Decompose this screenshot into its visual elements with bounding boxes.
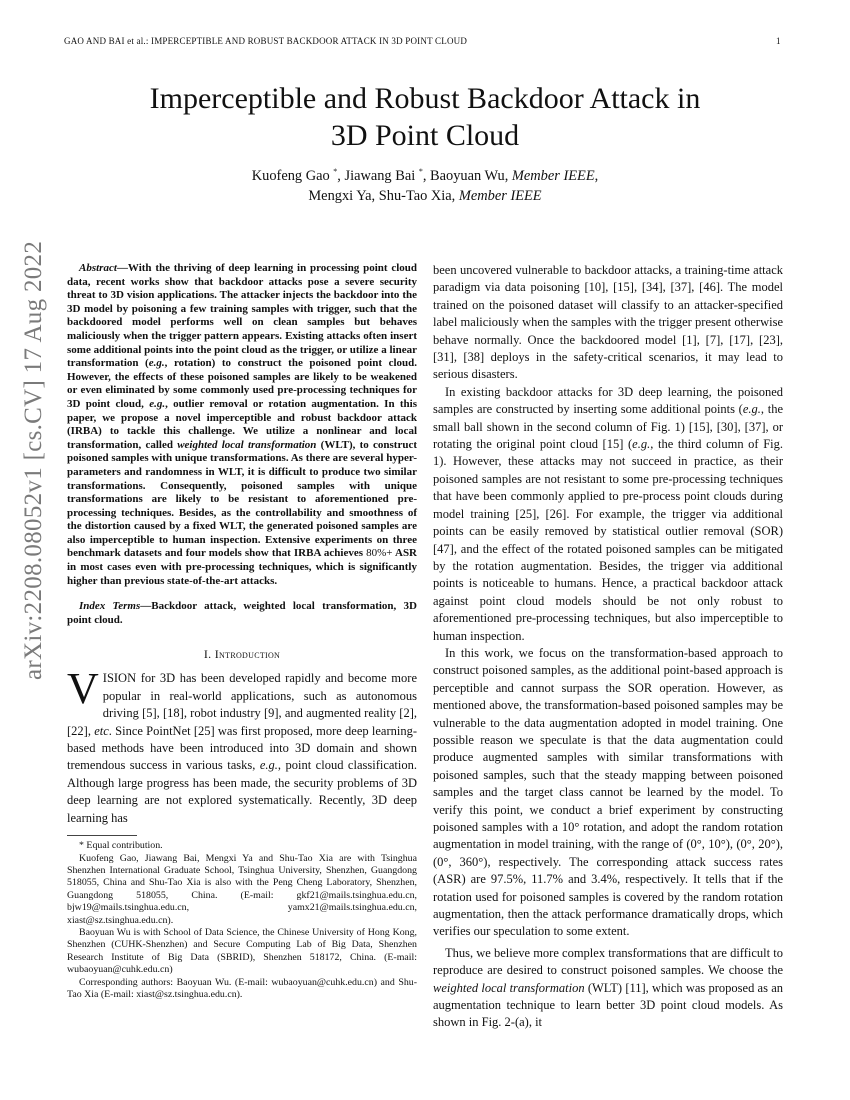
right-paragraph-2: In this work, we focus on the transformation-based approach to construct poisoned samples, as the additional point-based approach is perceptible and cannot surpass the SOR operation. However, as mentioned above, the transformation-based poisoned samples may be vulnerable to the data augmentation adopted in model training. One possible reason we speculate is that the data augmentation could produce augmented samples with similar transformations with poisoned samples, such that the steady mapping between poisoned samples and the target class cannot be learned by the model. To verify this point, we conduct a brief experiment by constructing poisoned samples with a 10° rotation, and adopt the random rotation augmentation in model training, with the range of (0°, 10°), (0°, 20°), (0°, 360°), respectively. The corresponding attack success rates (ASR) are 97.5%, 11.7% and 3.4%, respectively. It tells that if the rotation used for poisoned samples is covered by the random rotation augmentation, then the attack performance dramatically drops, which verifies our speculation to some extent. — [433, 645, 784, 939]
author-line-2: Mengxi Ya, Shu-Tao Xia, Member IEEE — [308, 188, 542, 204]
section-heading-introduction: I. Introduction — [203, 647, 281, 662]
paper-title — [70, 80, 780, 154]
index-terms: Index Terms—Backdoor attack, weighted local transformation, 3D point cloud. — [67, 600, 417, 626]
footnote-equal-contribution: * Equal contribution. — [79, 840, 163, 852]
right-paragraph-1: In existing backdoor attacks for 3D deep learning, the poisoned samples are constructed by inserting some additional points (e.g., the small ball shown in the second column of Fig. 1) [15], [30], [37], or rotating the original point cloud [15] (e.g., the third column of Fig. 1). However, these attacks may not succeed in practice, as their poisoned samples are not resistant to some pre-processing techniques that have been commonly applied to pre-process point clouds during model training [25], [26]. For example, the trigger via additional points can be easily removed by statistical outlier removal (SOR) [47], and the effect of the rotated poisoned samples can be mitigated by the rotation augmentation. Besides, the trigger via additional points is noticeable to humans. Hence, a practical backdoor attack against point cloud models should be not only robust to aforementioned pre-processing techniques, but also imperceptible to human inspection. — [433, 384, 784, 643]
drop-cap: V — [67, 664, 99, 714]
arxiv-stamp: arXiv:2208.08052v1 [cs.CV] 17 Aug 2022 — [20, 240, 47, 680]
right-paragraph-0: been uncovered vulnerable to backdoor attacks, a training-time attack paradigm via data poisoning [10], [15], [34], [37], [46]. The model trained on the poisoned dataset will classify to an attacker-specified label maliciously when the samples with the trigger present otherwise behave normally. Once the backdoored model [1], [7], [17], [23], [31], [38] deploys in the safety-critical scenarios, it may lead to serious disasters. — [433, 263, 783, 382]
footnote-affiliation-1: Kuofeng Gao, Jiawang Bai, Mengxi Ya and Shu-Tao Xia are with Tsinghua Shenzhen International Graduate School, Tsinghua University, Shenzhen, Guangdong 518055, China and Shu-Tao Xia is also with the Peng Cheng Laboratory, Shenzhen, Guangdong 518055, China. (E-mail: gkf21@mails.tsinghua.edu.cn, bjw19@mails.tsinghua.edu.cn, yamx21@mails.tsinghua.edu.cn, xiast@sz.tsinghua.edu.cn). — [67, 852, 417, 926]
footnotes — [67, 840, 417, 1001]
author-list — [100, 162, 750, 206]
right-column — [433, 262, 783, 1032]
left-column — [67, 262, 417, 1001]
running-head: GAO AND BAI et al.: IMPERCEPTIBLE AND ROBUST BACKDOOR ATTACK IN 3D POINT CLOUD — [64, 36, 468, 46]
abstract: Abstract—With the thriving of deep learning in processing point cloud data, recent works show that backdoor attacks pose a severe security threat to 3D vision applications. The attacker injects the backdoor into the 3D model by poisoning a few training samples with trigger, such that the backdoored model performs well on clean samples but behaves maliciously when the trigger pattern appears. Existing attacks often insert some additional points into the point cloud as the trigger, or utilize a linear transformation (e.g., rotation) to construct the poisoned point cloud. However, the effects of these poisoned samples are likely to be weakened or even eliminated by some commonly used pre-processing techniques for 3D point cloud, e.g., outlier removal or rotation augmentation. In this paper, we propose a novel imperceptible and robust backdoor attack (IRBA) to tackle this challenge. We utilize a nonlinear and local transformation, called weighted local transformation (WLT), to construct poisoned samples with unique transformations. As there are several hyper-parameters and randomness in WLT, it is difficult to produce two similar transformations. Consequently, poisoned samples with unique transformations are likely to be resistant to aforementioned pre-processing techniques. Besides, as the controllability and smoothness of the distortion caused by a fixed WLT, the generated poisoned samples are also imperceptible to human inspection. Extensive experiments on three benchmark datasets and four models show that IRBA achieves 80%+ ASR in most cases even with pre-processing techniques, which is significantly higher than previous state-of-the-art attacks. — [67, 262, 418, 587]
title-line-2: 3D Point Cloud — [330, 119, 520, 152]
author-line-1: Kuofeng Gao *, Jiawang Bai *, Baoyuan Wu, Member IEEE, — [251, 167, 599, 184]
footnote-rule — [67, 835, 137, 836]
footnote-corresponding: Corresponding authors: Baoyuan Wu. (E-mail: wubaoyuan@cuhk.edu.cn) and Shu-Tao Xia (E-mail: xiast@sz.tsinghua.edu.cn). — [67, 976, 417, 1000]
abstract-label: Abstract — [79, 262, 117, 274]
footnote-affiliation-2: Baoyuan Wu is with School of Data Science, the Chinese University of Hong Kong, Shenzhen (CUHK-Shenzhen) and Secure Computing Lab of Big Data, Shenzhen Research Institute of Big Data (SBRID), Shenzhen 518172, China. (E-mail: wubaoyuan@cuhk.edu.cn) — [67, 926, 417, 976]
title-line-1: Imperceptible and Robust Backdoor Attack in — [149, 82, 701, 115]
page-number: 1 — [776, 36, 781, 46]
intro-paragraph-1: VISION for 3D has been developed rapidly and become more popular in real-world applications, such as autonomous driving [5], [18], robot industry [9], and augmented reality [2], [22], etc. Since PointNet [25] was first proposed, more deep learning-based methods have been introduced into 3D domain and shown tremendous success in various tasks, e.g., point cloud classification. Although large progress has been made, the security problems of 3D deep learning are not explored systematically. Recently, 3D deep learning has — [67, 664, 418, 825]
right-paragraph-3: Thus, we believe more complex transformations that are difficult to reproduce are desired to construct poisoned samples. We choose the weighted local transformation (WLT) [11], which was proposed as an augmentation technique to learn better 3D point cloud models. As shown in Fig. 2-(a), it — [433, 945, 783, 1030]
